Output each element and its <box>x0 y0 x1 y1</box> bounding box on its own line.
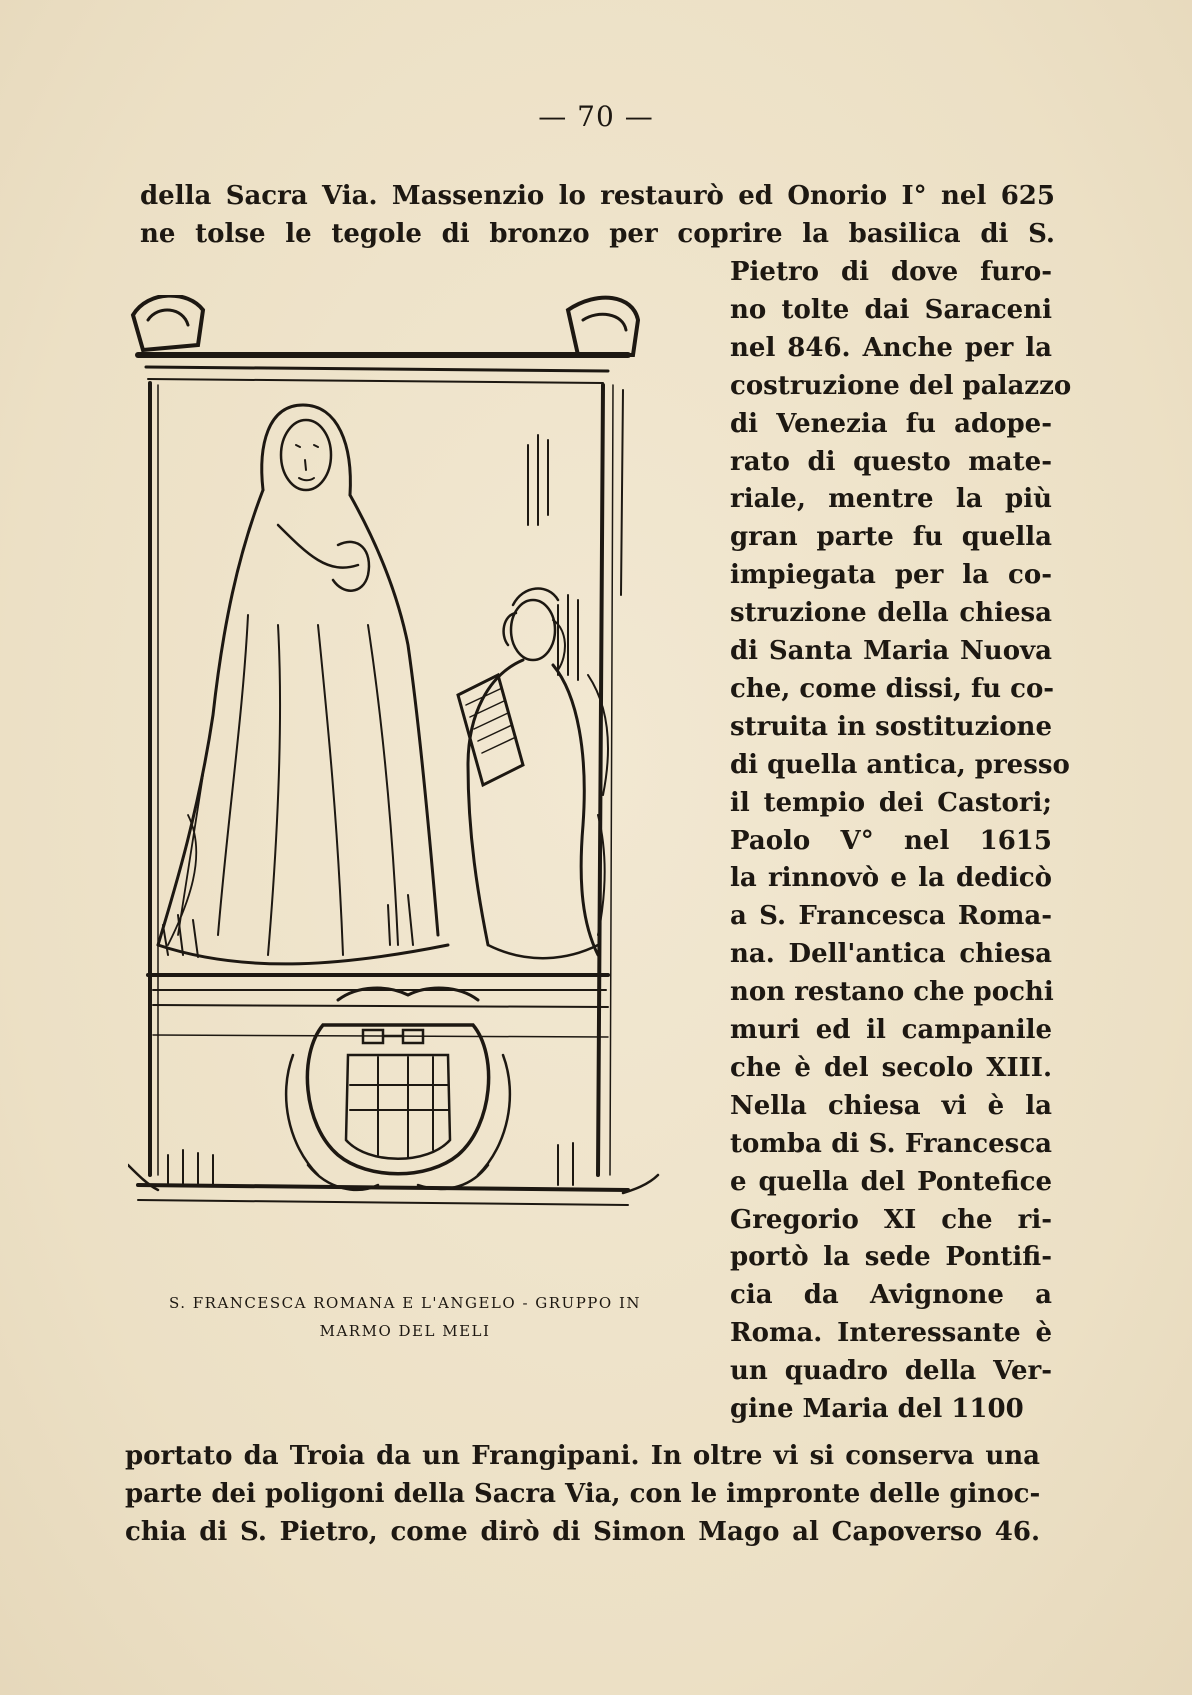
column-line: portò la sede Pontifi- <box>730 1242 1052 1272</box>
body-line: portato da Troia da un Frangipani. In oltre vi si conserva una <box>125 1441 1040 1471</box>
column-line: Paolo V° nel 1615 <box>730 826 1052 856</box>
column-line: muri ed il campanile <box>730 1015 1052 1045</box>
column-line: costruzione del palazzo <box>730 371 1072 401</box>
figure-caption: MARMO DEL MELI <box>319 1322 491 1340</box>
page-number: — 70 — <box>538 100 654 133</box>
body-line: ne tolse le tegole di bronzo per coprire la basilica di S. <box>140 219 1055 249</box>
column-line: Pietro di dove furo- <box>730 257 1052 287</box>
column-line: un quadro della Ver- <box>730 1356 1052 1386</box>
column-line: struita in sostituzione <box>730 712 1052 742</box>
column-line: tomba di S. Francesca <box>730 1129 1052 1159</box>
engraving-illustration <box>128 295 683 1285</box>
column-line: Roma. Interessante è <box>730 1318 1052 1348</box>
column-line: rato di questo mate- <box>730 447 1052 477</box>
column-line: cia da Avignone a <box>730 1280 1052 1310</box>
column-line: che è del secolo XIII. <box>730 1053 1052 1083</box>
column-line: no tolte dai Saraceni <box>730 295 1052 325</box>
column-line: la rinnovò e la dedicò <box>730 863 1052 893</box>
column-line: gine Maria del 1100 <box>730 1394 1024 1424</box>
column-line: gran parte fu quella <box>730 522 1052 552</box>
column-line: di quella antica, presso <box>730 750 1070 780</box>
figure-caption: S. FRANCESCA ROMANA E L'ANGELO - GRUPPO IN <box>169 1294 641 1312</box>
column-line: na. Dell'antica chiesa <box>730 939 1052 969</box>
column-line: di Santa Maria Nuova <box>730 636 1052 666</box>
column-line: di Venezia fu adope- <box>730 409 1052 439</box>
illustration-drawing <box>128 295 683 1285</box>
column-line: il tempio dei Castori; <box>730 788 1052 818</box>
column-line: Gregorio XI che ri- <box>730 1205 1052 1235</box>
column-line: non restano che pochi <box>730 977 1054 1007</box>
column-line: Nella chiesa vi è la <box>730 1091 1052 1121</box>
column-line: impiegata per la co- <box>730 560 1052 590</box>
body-line: parte dei poligoni della Sacra Via, con le impronte delle ginoc- <box>125 1479 1041 1509</box>
body-line: chia di S. Pietro, come dirò di Simon Mago al Capoverso 46. <box>125 1517 1040 1547</box>
column-line: struzione della chiesa <box>730 598 1052 628</box>
column-line: riale, mentre la più <box>730 484 1052 514</box>
column-line: nel 846. Anche per la <box>730 333 1052 363</box>
body-line: della Sacra Via. Massenzio lo restaurò ed Onorio I° nel 625 <box>140 181 1055 211</box>
column-line: e quella del Pontefice <box>730 1167 1052 1197</box>
column-line: a S. Francesca Roma- <box>730 901 1052 931</box>
column-line: che, come dissi, fu co- <box>730 674 1055 704</box>
